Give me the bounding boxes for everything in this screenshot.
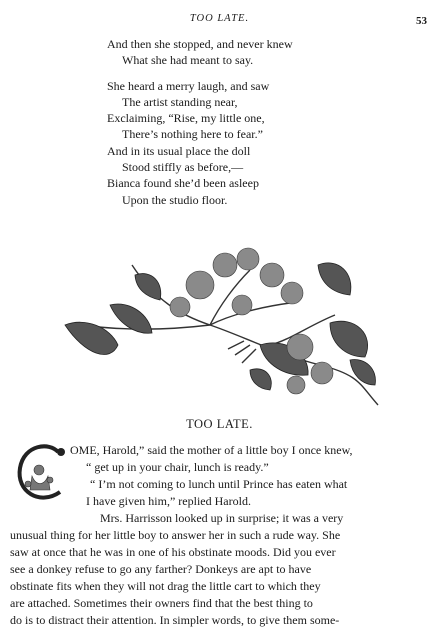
text-line bbox=[10, 459, 430, 476]
text-line bbox=[10, 612, 430, 629]
text-line-content: I have given him,” replied Harold. bbox=[86, 494, 251, 508]
text-line bbox=[10, 527, 430, 544]
poem-line: And then she stopped, and never knew bbox=[107, 37, 293, 51]
text-line-content: “ I’m not coming to lunch until Prince has eaten what bbox=[90, 477, 348, 491]
flower-branch-illustration bbox=[60, 245, 390, 415]
text-line-content: saw at once that he was in one of his obstinate moods. Did you ever bbox=[10, 545, 336, 559]
poem-stanza bbox=[107, 78, 293, 208]
text-line-content: Mrs. Harrisson looked up in surprise; it was a very bbox=[100, 511, 344, 525]
poem-stanza bbox=[107, 36, 293, 69]
chapter-text bbox=[10, 442, 430, 629]
poem-line: There’s nothing here to fear.” bbox=[122, 127, 263, 142]
text-line-content: unusual thing for her little boy to answer her in such a rude way. She bbox=[10, 528, 341, 542]
text-line bbox=[10, 510, 430, 527]
text-line-content: do is to distract their attention. In simpler words, to give them some- bbox=[10, 613, 340, 627]
poem-line: She heard a merry laugh, and saw bbox=[107, 78, 270, 93]
poem bbox=[107, 36, 293, 217]
text-line bbox=[10, 544, 430, 561]
chapter-title: TOO LATE. bbox=[186, 417, 253, 431]
poem-line: Upon the studio floor. bbox=[122, 192, 228, 207]
poem-line: What she had meant to say. bbox=[122, 53, 254, 68]
text-line-content: are attached. Sometimes their owners find that the best thing to bbox=[10, 596, 313, 610]
poem-line: And in its usual place the doll bbox=[107, 143, 251, 158]
text-line-content: OME, Harold,” said the mother of a little boy I once knew, bbox=[70, 443, 353, 457]
poem-line: Stood stiffly as before,— bbox=[122, 160, 244, 175]
poem-line: Exclaiming, “Rise, my little one, bbox=[107, 111, 265, 126]
running-head: TOO LATE. bbox=[189, 13, 250, 24]
text-line bbox=[10, 493, 430, 510]
text-line bbox=[10, 578, 430, 595]
poem-line: Bianca found she’d been asleep bbox=[107, 176, 259, 191]
poem-line: The artist standing near, bbox=[122, 94, 238, 109]
text-line-content: “ get up in your chair, lunch is ready.” bbox=[86, 460, 269, 474]
text-line bbox=[10, 595, 430, 612]
text-line-content: see a donkey refuse to go any farther? Donkeys are apt to have bbox=[10, 562, 312, 576]
text-line bbox=[10, 476, 430, 493]
text-line-content: obstinate fits when they will not drag the little cart to which they bbox=[10, 579, 321, 593]
text-line bbox=[10, 561, 430, 578]
text-line bbox=[10, 442, 430, 459]
page-number: 53 bbox=[416, 15, 427, 27]
